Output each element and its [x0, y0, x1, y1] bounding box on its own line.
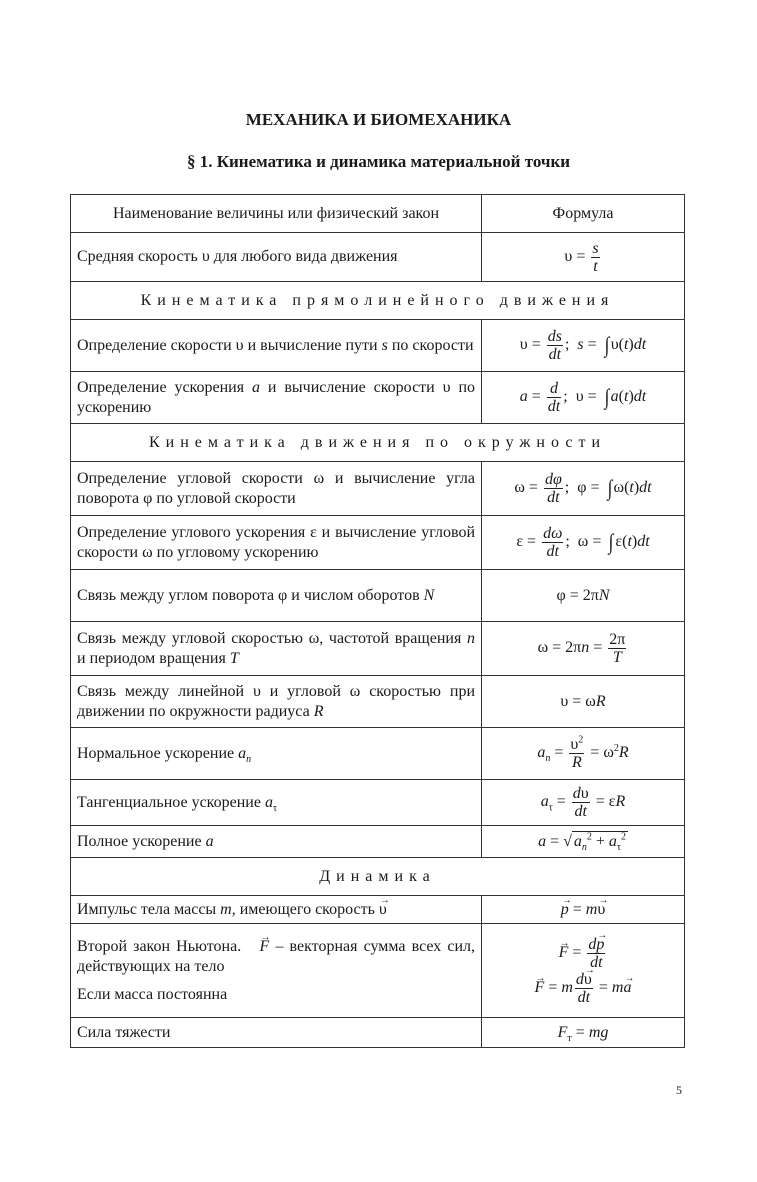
column-header-name: Наименование величины или физический закон [71, 195, 482, 233]
section-heading: Кинематика прямолинейного движения [71, 282, 685, 320]
table-row [71, 780, 685, 826]
table-row [71, 233, 685, 282]
section-row [71, 424, 685, 462]
table-row [71, 924, 685, 1018]
row-name: Второй закон Ньютона. F → – векторная сумма всех сил, действующих на тело Если масса постоянна [71, 924, 482, 1018]
row-name: Полное ускорение a [71, 826, 482, 858]
formula-newton2: F → = $\frac{dp \to}{dt}$ F → = m $\frac{d\upsilon \to}{dt}$ = ma → [482, 924, 685, 1018]
formula-a-norm: $a_n$ = $\frac{\upsilon^2}{R}$ = $\omega^2R$ [482, 728, 685, 780]
table-header-row [71, 195, 685, 233]
formula-omega-n: ω = 2πn = $\frac{2\pi}{T}$ [482, 622, 685, 676]
formula-accel-def: a = $\frac{d}{dt}$ ; υ = ∫ a(t)dt [482, 372, 685, 424]
subsection-title: § 1. Кинематика и динамика материальной точки [186, 152, 571, 171]
row-name: Связь между углом поворота φ и числом оборотов N [71, 570, 482, 622]
formula-table [70, 194, 685, 1048]
formula-v-omega: υ = ωR [482, 676, 685, 728]
row-name: Определение ускорения a и вычисление скорости υ по ускорению [71, 372, 482, 424]
section-row [71, 282, 685, 320]
row-name: Тангенциальное ускорение $a_\tau$ [71, 780, 482, 826]
table-row [71, 320, 685, 372]
formula-phi-n: φ = 2πN [482, 570, 685, 622]
formula-a-full: a = √ $a_n^2 + a_\tau^2$ [482, 826, 685, 858]
section-heading: Кинематика движения по окружности [71, 424, 685, 462]
formula-omega-def: ω = $\frac{d\varphi}{dt}$ ; φ = ∫ ω(t)dt [482, 462, 685, 516]
formula-gravity: $F_т$ = mg [482, 1018, 685, 1048]
row-name: Сила тяжести [71, 1018, 482, 1048]
formula-speed-def: υ = $\frac{ds}{dt}$ ; s = ∫ υ(t)dt [482, 320, 685, 372]
table-row [71, 570, 685, 622]
row-name: Средняя скорость υ для любого вида движения [71, 233, 482, 282]
row-name: Связь между угловой скоростью ω, частотой вращения n и периодом вращения T [71, 622, 482, 676]
row-name: Связь между линейной υ и угловой ω скоростью при движении по окружности радиуса R [71, 676, 482, 728]
section-row [71, 858, 685, 896]
row-name: Импульс тела массы m, имеющего скорость υ → [71, 896, 482, 924]
row-name: Определение углового ускорения ε и вычисление угловой скорости ω по угловому ускорению [71, 516, 482, 570]
page-number: 5 [676, 1083, 682, 1097]
table-row [71, 372, 685, 424]
column-header-formula: Формула [482, 195, 685, 233]
row-name: Определение скорости υ и вычисление пути s по скорости [71, 320, 482, 372]
row-name: Определение угловой скорости ω и вычисление угла поворота φ по угловой скорости [71, 462, 482, 516]
table-row [71, 622, 685, 676]
table-row [71, 676, 685, 728]
table-row [71, 826, 685, 858]
table-row [71, 1018, 685, 1048]
formula-impulse: p → = mυ → [482, 896, 685, 924]
section-title: МЕХАНИКА И БИОМЕХАНИКА [245, 110, 512, 129]
table-row [71, 728, 685, 780]
formula-avg-speed: υ = $\frac{s}{t}$ [482, 233, 685, 282]
row-name: Нормальное ускорение $a_n$ [71, 728, 482, 780]
formula-eps-def: ε = $\frac{d\omega}{dt}$ ; ω = ∫ ε(t)dt [482, 516, 685, 570]
table-row [71, 896, 685, 924]
formula-a-tan: $a_\tau$ = $\frac{d\upsilon}{dt}$ = εR [482, 780, 685, 826]
section-heading: Динамика [71, 858, 685, 896]
table-row [71, 462, 685, 516]
table-row [71, 516, 685, 570]
